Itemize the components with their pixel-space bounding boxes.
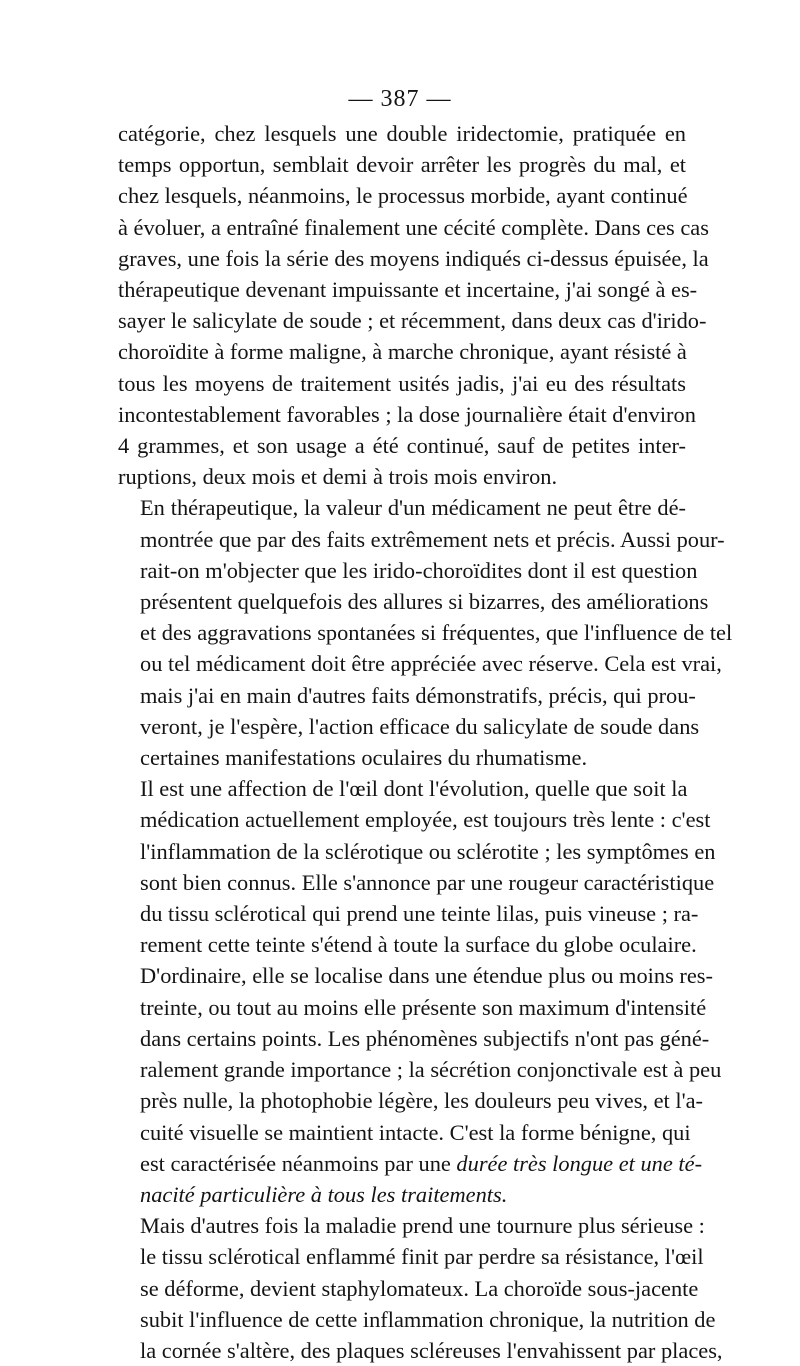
text-line: près nulle, la photophobie légère, les douleurs peu vives, et l'a- <box>140 1088 704 1114</box>
text-line: présentent quelquefois des allures si bizarres, des améliorations <box>140 589 709 615</box>
text-line: la cornée s'altère, des plaques scléreuses l'envahissent par places, <box>140 1337 723 1363</box>
text-line: montrée que par des faits extrêmement nets et précis. Aussi pour- <box>140 526 725 552</box>
text-line: se déforme, devient staphylomateux. La choroïde sous-jacente <box>140 1275 699 1301</box>
text-line: graves, une fois la série des moyens indiqués ci-dessus épuisée, la <box>118 245 709 271</box>
text-line: sayer le salicylate de soude ; et récemment, dans deux cas d'irido- <box>118 308 707 334</box>
text-line: chez lesquels, néanmoins, le processus morbide, ayant continué <box>118 183 688 209</box>
text-line: veront, je l'espère, l'action efficace du salicylate de soude dans <box>140 713 700 739</box>
text-line: En thérapeutique, la valeur d'un médicament ne peut être dé- <box>140 495 686 521</box>
text-line: D'ordinaire, elle se localise dans une étendue plus ou moins res- <box>140 963 713 989</box>
text-line: certaines manifestations oculaires du rhumatisme. <box>140 745 588 771</box>
text-line <box>118 1179 686 1210</box>
italic-fragment: durée très longue et une té- <box>456 1150 703 1176</box>
text-line: rait-on m'objecter que les irido-choroïdites dont il est question <box>140 557 698 583</box>
text-line: ralement grande importance ; la sécrétion conjonctivale est à peu <box>140 1057 722 1083</box>
page-number: — 387 — <box>348 86 452 112</box>
text-line: incontestablement favorables ; la dose journalière était d'environ <box>118 401 696 427</box>
text-line: cuité visuelle se maintient intacte. C'est la forme bénigne, qui <box>140 1119 691 1145</box>
text-line: du tissu sclérotical qui prend une teinte lilas, puis vineuse ; ra- <box>140 901 699 927</box>
text-line: thérapeutique devenant impuissante et incertaine, j'ai songé à es- <box>118 277 698 303</box>
body-text <box>118 118 733 1366</box>
text-line: et des aggravations spontanées si fréquentes, que l'influence de tel <box>140 620 733 646</box>
text-line: dans certains points. Les phénomènes subjectifs n'ont pas géné- <box>140 1025 710 1051</box>
text-line: ruptions, deux mois et demi à trois mois environ. <box>118 464 558 490</box>
text-line: treinte, ou tout au moins elle présente son maximum d'intensité <box>140 994 707 1020</box>
paragraph-4 <box>118 1210 723 1366</box>
text-line: rement cette teinte s'étend à toute la surface du globe oculaire. <box>140 932 697 958</box>
paragraph-2 <box>118 492 733 773</box>
italic-fragment: nacité particulière à tous les traitements. <box>140 1181 508 1207</box>
text-line: mais j'ai en main d'autres faits démonstratifs, précis, qui prou- <box>140 682 696 708</box>
text-line: catégorie, chez lesquels une double iridectomie, pratiquée en <box>118 121 686 146</box>
text-line <box>118 1148 703 1179</box>
text-line: tous les moyens de traitement usités jadis, j'ai eu des résultats <box>118 370 686 396</box>
text-line: temps opportun, semblait devoir arrêter les progrès du mal, et <box>118 152 686 178</box>
text-line: choroïdite à forme maligne, à marche chronique, ayant résisté à <box>118 339 687 365</box>
text-line: 4 grammes, et son usage a été continué, sauf de petites inter- <box>118 433 686 459</box>
paragraph-3 <box>118 773 722 1210</box>
text-line: Il est une affection de l'œil dont l'évolution, quelle que soit la <box>140 776 688 802</box>
text-line: Mais d'autres fois la maladie prend une tournure plus sérieuse : <box>140 1213 705 1239</box>
text-fragment: est caractérisée néanmoins par une <box>140 1150 457 1176</box>
text-line: le tissu sclérotical enflammé finit par perdre sa résistance, l'œil <box>140 1244 704 1270</box>
text-line: à évoluer, a entraîné finalement une cécité complète. Dans ces cas <box>118 214 709 240</box>
text-line: l'inflammation de la sclérotique ou sclérotite ; les symptômes en <box>140 838 716 864</box>
text-line: ou tel médicament doit être appréciée avec réserve. Cela est vrai, <box>140 651 722 677</box>
text-line: médication actuellement employée, est toujours très lente : c'est <box>140 807 711 833</box>
text-line: sont bien connus. Elle s'annonce par une rougeur caractéristique <box>140 869 715 895</box>
paragraph-1 <box>118 118 709 492</box>
text-line: subit l'influence de cette inflammation chronique, la nutrition de <box>140 1306 716 1332</box>
